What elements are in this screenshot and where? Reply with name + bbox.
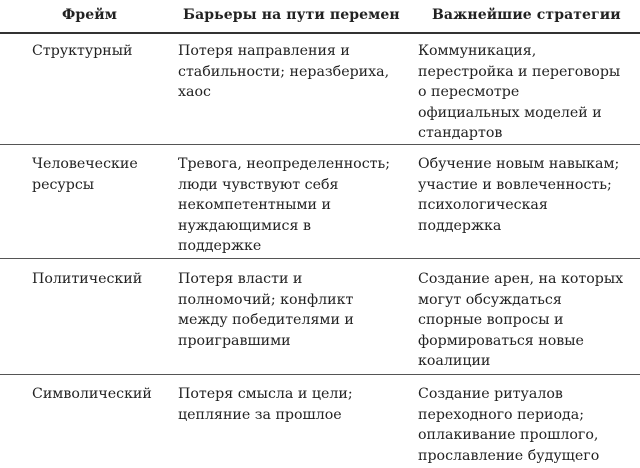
cell-frame: Человеческие ресурсы (32, 156, 138, 193)
header-divider (0, 32, 640, 34)
cell-barriers: Потеря направления и стабильности; неразбериха, хаос (178, 43, 390, 100)
table-header-row (0, 0, 640, 30)
cell-frame: Политический (32, 271, 143, 287)
cell-frame: Структурный (32, 43, 133, 59)
cell-barriers: Потеря смысла и цели; цепляние за прошлое (178, 386, 353, 423)
header-barriers: Барьеры на пути перемен (183, 7, 400, 23)
row-divider (0, 258, 640, 259)
cell-strategies: Создание арен, на которых могут обсуждаться спорные вопросы и формироваться новые коалиции (418, 271, 624, 369)
cell-strategies: Коммуникация, перестройка и переговоры о пересмотре официальных моделей и стандартов (418, 43, 621, 141)
header-strategies: Важнейшие стратегии (432, 7, 621, 23)
cell-frame: Символический (32, 386, 152, 402)
cell-barriers: Тревога, неопределенность; люди чувствуют себя некомпетентными и нуждающимися в поддержке (178, 156, 391, 254)
row-divider (0, 374, 640, 375)
row-divider (0, 144, 640, 145)
cell-strategies: Создание ритуалов переходного периода; оплакивание прошлого, прославление будущего (418, 386, 600, 464)
cell-barriers: Потеря власти и полномочий; конфликт между победителями и проигравшими (178, 271, 354, 349)
header-frame: Фрейм (62, 7, 118, 23)
cell-strategies: Обучение новым навыкам; участие и вовлеченность; психологическая поддержка (418, 156, 620, 234)
